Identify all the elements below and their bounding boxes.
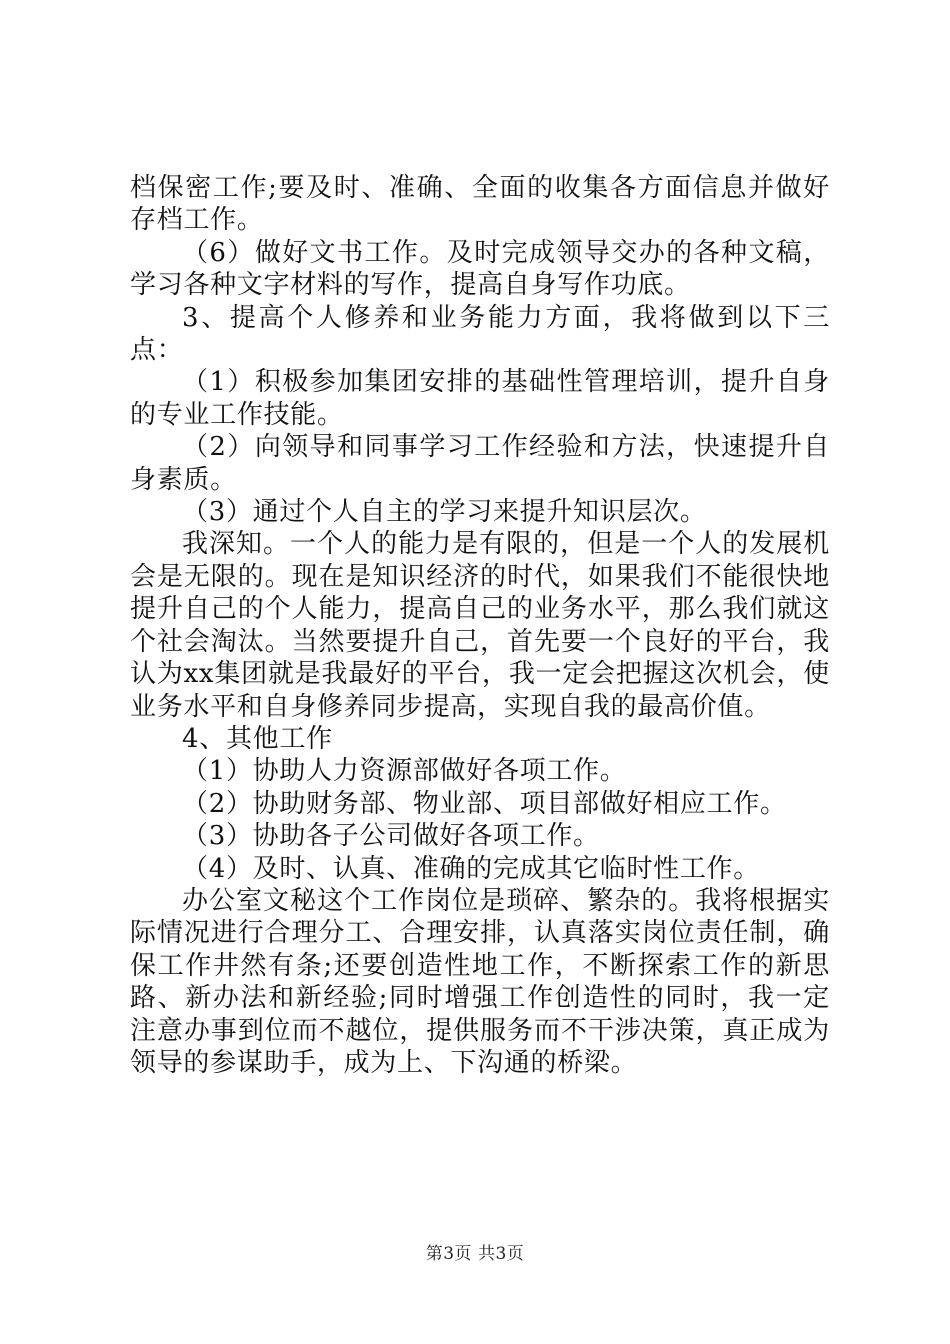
paragraph-1: 档保密工作;要及时、准确、全面的收集各方面信息并做好存档工作。 (130, 173, 830, 236)
page-footer (0, 1243, 950, 1265)
paragraph-5: （2）向领导和同事学习工作经验和方法，快速提升自身素质。 (130, 432, 830, 495)
paragraph-12: （4）及时、认真、准确的完成其它临时性工作。 (182, 853, 760, 884)
paragraph-9: （1）协助人力资源部做好各项工作。 (182, 756, 627, 787)
paragraph-8: 4、其他工作 (182, 723, 333, 754)
page-number-label: 第3页 共3页 (425, 1244, 525, 1264)
paragraph-10: （2）协助财务部、物业部、项目部做好相应工作。 (182, 788, 787, 819)
paragraph-6: （3）通过个人自主的学习来提升知识层次。 (182, 497, 707, 528)
paragraph-11: （3）协助各子公司做好各项工作。 (182, 821, 600, 852)
paragraph-7: 我深知。一个人的能力是有限的，但是一个人的发展机会是无限的。现在是知识经济的时代，如果我们不能很快地提升自己的个人能力，提高自己的业务水平，那么我们就这个社会淘汰。当然要提升自己，首先要一个良好的平台，我认为xx集团就是我最好的平台，我一定会把握这次机会，使业务水平和自身修养同步提高，实现自我的最高价值。 (130, 529, 830, 722)
paragraph-13: 办公室文秘这个工作岗位是琐碎、繁杂的。我将根据实际情况进行合理分工、合理安排，认真落实岗位责任制，确保工作井然有条;还要创造性地工作，不断探索工作的新思路、新办法和新经验;同时增强工作创造性的同时，我一定注意办事到位而不越位，提供服务而不干涉决策，真正成为领导的参谋助手，成为上、下沟通的桥梁。 (130, 885, 830, 1078)
paragraph-3: 3、提高个人修养和业务能力方面，我将做到以下三点： (130, 302, 830, 366)
document-body (130, 172, 830, 1079)
paragraph-2: （6）做好文书工作。及时完成领导交办的各种文稿，学习各种文字材料的写作，提高自身写作功底。 (130, 237, 830, 301)
paragraph-4: （1）积极参加集团安排的基础性管理培训，提升自身的专业工作技能。 (130, 367, 830, 430)
